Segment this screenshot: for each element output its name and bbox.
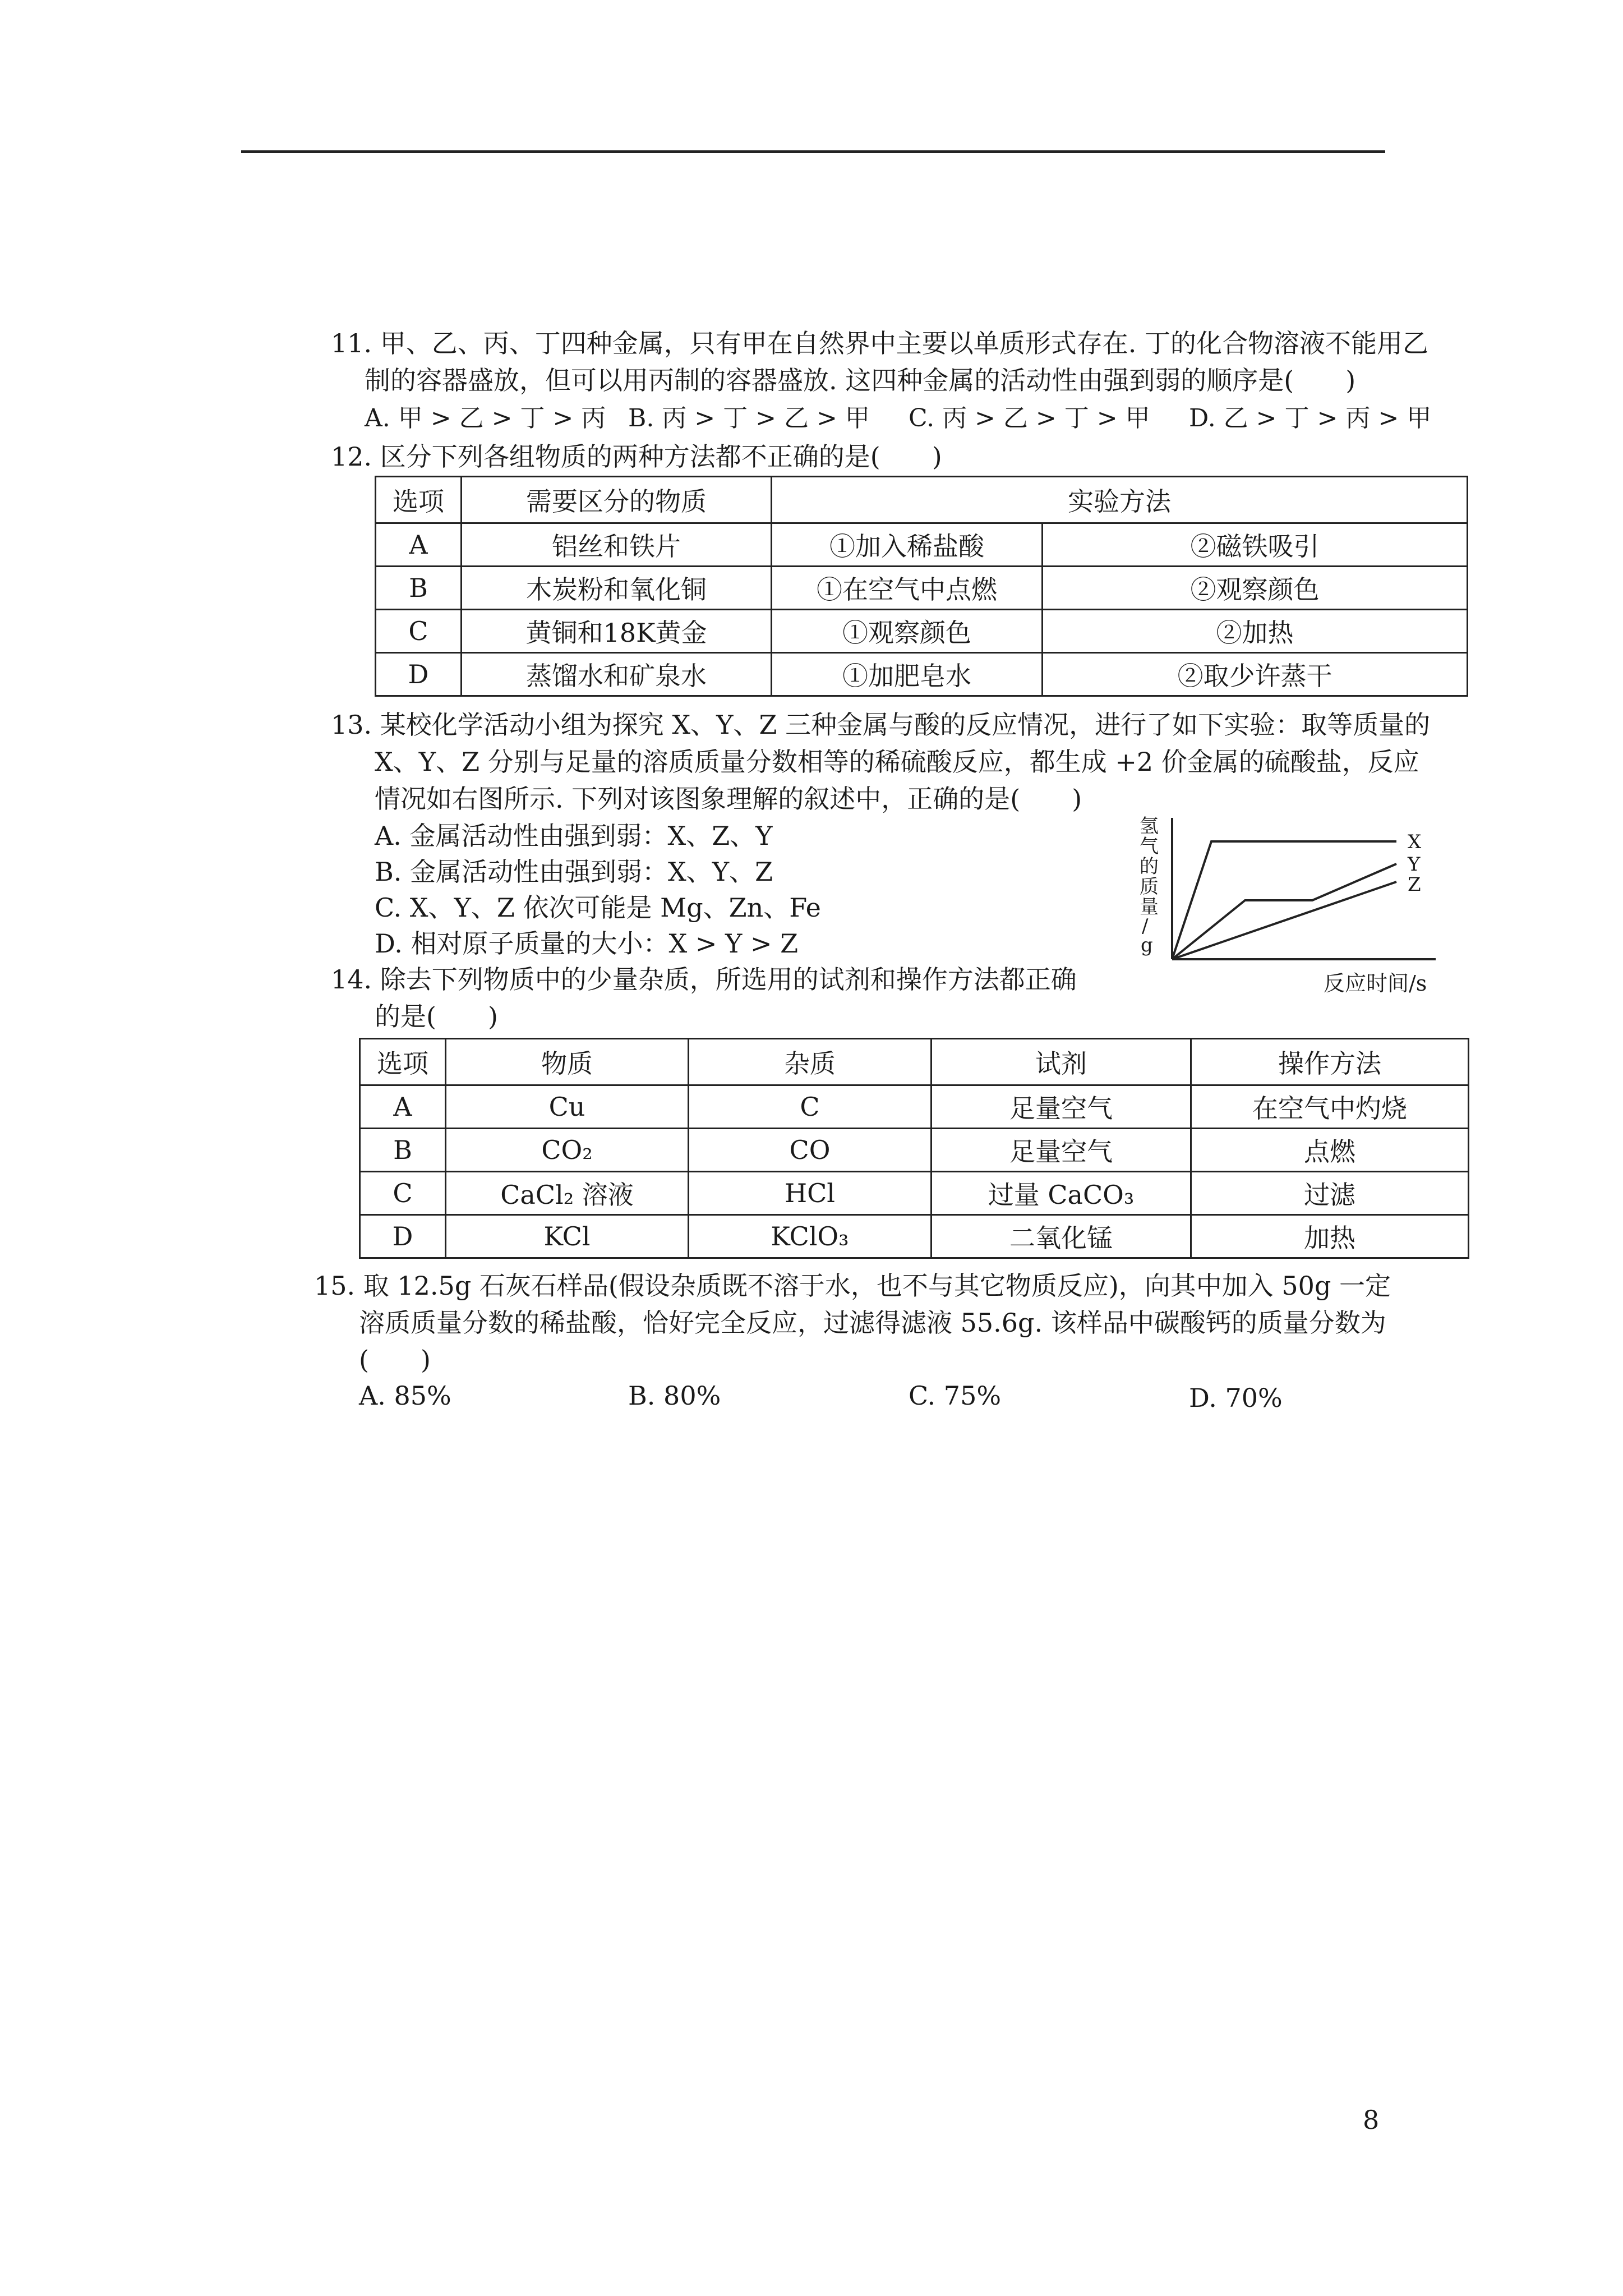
q14-option: C xyxy=(360,1172,446,1215)
q13-option-a: A. 金属活动性由强到弱：X、Z、Y xyxy=(375,821,773,851)
q14-header-operation: 操作方法 xyxy=(1191,1039,1469,1085)
graph-label-z: Z xyxy=(1408,873,1421,896)
top-rule xyxy=(241,150,1385,153)
q12-item: 蒸馏水和矿泉水 xyxy=(462,653,772,696)
q12-item: 黄铜和18K黄金 xyxy=(462,610,772,653)
q12-option: A xyxy=(376,523,462,567)
q13-line3: 情况如右图所示. 下列对该图象理解的叙述中，正确的是( ) xyxy=(375,784,1082,814)
q15-option-b: B. 80% xyxy=(628,1381,721,1411)
graph-ylabel-char: g xyxy=(1141,934,1153,956)
q15-option-a: A. 85% xyxy=(359,1381,451,1411)
q14-header-reagent: 试剂 xyxy=(932,1039,1191,1085)
q15-line3: ( ) xyxy=(359,1345,431,1375)
q12-header-row xyxy=(376,477,1468,523)
q14-substance: CO₂ xyxy=(446,1129,689,1172)
q12-method1: ①在空气中点燃 xyxy=(772,567,1043,610)
q14-header-substance: 物质 xyxy=(446,1039,689,1085)
q12-header-item: 需要区分的物质 xyxy=(462,477,772,523)
q14-header-row xyxy=(360,1039,1469,1085)
q14-operation: 加热 xyxy=(1191,1215,1469,1258)
table-row xyxy=(376,610,1468,653)
graph-line-y xyxy=(1172,864,1396,959)
q12-method1: ①加肥皂水 xyxy=(772,653,1043,696)
q12-option: C xyxy=(376,610,462,653)
q12-item: 铝丝和铁片 xyxy=(462,523,772,567)
q12-header-option: 选项 xyxy=(376,477,462,523)
q11-line2: 制的容器盛放，但可以用丙制的容器盛放. 这四种金属的活动性由强到弱的顺序是( ) xyxy=(365,365,1356,395)
q14-substance: KCl xyxy=(446,1215,689,1258)
q15-option-d: D. 70% xyxy=(1189,1383,1283,1413)
table-row xyxy=(376,567,1468,610)
q13-line1: 13. 某校化学活动小组为探究 X、Y、Z 三种金属与酸的反应情况，进行了如下实验：取等质量的 xyxy=(331,710,1431,740)
q14-impurity: CO xyxy=(689,1129,932,1172)
q12-option: B xyxy=(376,567,462,610)
table-row xyxy=(376,653,1468,696)
graph-ylabel-char: 气 xyxy=(1140,835,1159,858)
q14-option: B xyxy=(360,1129,446,1172)
q15-option-c: C. 75% xyxy=(909,1381,1002,1411)
q14-reagent: 足量空气 xyxy=(932,1085,1191,1129)
graph-ylabel-char: 量 xyxy=(1140,896,1159,918)
graph-xlabel: 反应时间/s xyxy=(1324,971,1427,996)
table-row xyxy=(376,523,1468,567)
q14-operation: 过滤 xyxy=(1191,1172,1469,1215)
graph-ylabel-char: / xyxy=(1142,915,1149,937)
q12-option: D xyxy=(376,653,462,696)
q12-method2: ②磁铁吸引 xyxy=(1043,523,1468,567)
q13-option-c: C. X、Y、Z 依次可能是 Mg、Zn、Fe xyxy=(375,892,821,923)
page-number: 8 xyxy=(1363,2105,1380,2135)
q15-line2: 溶质质量分数的稀盐酸，恰好完全反应，过滤得滤液 55.6g. 该样品中碳酸钙的质量分数为 xyxy=(359,1308,1386,1338)
q14-impurity: HCl xyxy=(689,1172,932,1215)
q11-line1: 11. 甲、乙、丙、丁四种金属，只有甲在自然界中主要以单质形式存在. 丁的化合物溶液不能用乙 xyxy=(331,328,1429,358)
q14-reagent: 足量空气 xyxy=(932,1129,1191,1172)
table-row xyxy=(360,1129,1469,1172)
q12-method2: ②观察颜色 xyxy=(1043,567,1468,610)
graph-line-z xyxy=(1172,882,1396,959)
q14-line1: 14. 除去下列物质中的少量杂质，所选用的试剂和操作方法都正确 xyxy=(331,964,1077,995)
q12-table xyxy=(375,476,1468,697)
q12-method2: ②取少许蒸干 xyxy=(1043,653,1468,696)
q14-table xyxy=(359,1038,1469,1259)
graph-ylabel-char: 氢 xyxy=(1140,815,1159,838)
q14-operation: 点燃 xyxy=(1191,1129,1469,1172)
q12-method2: ②加热 xyxy=(1043,610,1468,653)
q14-line2: 的是( ) xyxy=(375,1001,498,1032)
q11-option-d: D. 乙 > 丁 > 丙 > 甲 xyxy=(1189,404,1432,432)
graph-ylabel-char: 的 xyxy=(1140,855,1159,878)
graph-label-x: X xyxy=(1408,831,1422,853)
table-row xyxy=(360,1085,1469,1129)
q14-option: D xyxy=(360,1215,446,1258)
q14-header-option: 选项 xyxy=(360,1039,446,1085)
table-row xyxy=(360,1215,1469,1258)
graph-label-y: Y xyxy=(1408,853,1421,876)
q14-impurity: C xyxy=(689,1085,932,1129)
q12-header-method: 实验方法 xyxy=(772,477,1468,523)
q11-option-b: B. 丙 > 丁 > 乙 > 甲 xyxy=(628,404,870,432)
q11-option-a: A. 甲 > 乙 > 丁 > 丙 xyxy=(365,404,606,432)
q14-impurity: KClO₃ xyxy=(689,1215,932,1258)
q11-option-c: C. 丙 > 乙 > 丁 > 甲 xyxy=(909,404,1150,432)
graph-ylabel-char: 质 xyxy=(1140,876,1159,898)
q14-header-impurity: 杂质 xyxy=(689,1039,932,1085)
q14-reagent: 过量 CaCO₃ xyxy=(932,1172,1191,1215)
q12-stem: 12. 区分下列各组物质的两种方法都不正确的是( ) xyxy=(331,441,942,472)
q14-substance: CaCl₂ 溶液 xyxy=(446,1172,689,1215)
q14-substance: Cu xyxy=(446,1085,689,1129)
q14-option: A xyxy=(360,1085,446,1129)
q13-option-d: D. 相对原子质量的大小：X > Y > Z xyxy=(375,928,799,959)
q12-method1: ①加入稀盐酸 xyxy=(772,523,1043,567)
q14-reagent: 二氧化锰 xyxy=(932,1215,1191,1258)
table-row xyxy=(360,1172,1469,1215)
q12-item: 木炭粉和氧化铜 xyxy=(462,567,772,610)
q15-line1: 15. 取 12.5g 石灰石样品(假设杂质既不溶于水，也不与其它物质反应)，向其中加入 50g 一定 xyxy=(314,1271,1391,1301)
q13-option-b: B. 金属活动性由强到弱：X、Y、Z xyxy=(375,857,773,887)
q12-method1: ①观察颜色 xyxy=(772,610,1043,653)
q13-line2: X、Y、Z 分别与足量的溶质质量分数相等的稀硫酸反应，都生成 +2 价金属的硫酸盐，反应 xyxy=(375,747,1419,777)
q14-operation: 在空气中灼烧 xyxy=(1191,1085,1469,1129)
hydrogen-mass-graph xyxy=(1133,808,1514,999)
